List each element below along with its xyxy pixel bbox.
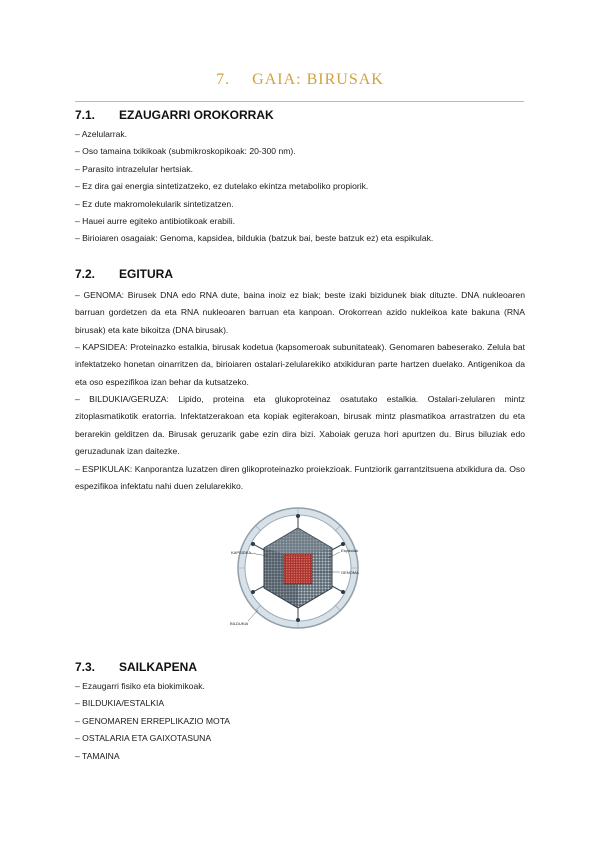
section-title: SAILKAPENA (119, 660, 198, 674)
paragraph-envelope: – BILDUKIA/GERUZA: Lipido, proteina eta glukoproteinaz osatutako estalkia. Ostalari-zelularen mintz zitoplasmatikotik eratorria. Infektatzerakoan eta kopiak egiterakoan, birusak mintz plasmatikoa arrastratzen du eta berarekin gelditzen da. Birusak geruzarik gabe ezin dira bizi. Xaboiak geruza hori apurtzen du. Birus biluziak edo geruzadunak izan daitezke. (75, 394, 525, 457)
list-item: – Ez dute makromolekularik sintetizatzen. (75, 198, 234, 209)
chapter-number: 7. (216, 71, 231, 88)
title-divider (75, 101, 524, 102)
section-title: EGITURA (119, 267, 173, 281)
list-item: – Parasito intrazelular hertsiak. (75, 163, 193, 174)
chapter-title-text: GAIA: BIRUSAK (252, 71, 384, 88)
list-item: – Ezaugarri fisiko eta biokimikoak. (75, 681, 205, 691)
list-item: – BILDUKIA/ESTALKIA (75, 698, 165, 709)
section-number: 7.1. (75, 108, 96, 122)
list-item: – OSTALARIA ETA GAIXOTASUNA (75, 733, 212, 744)
paragraph-genome: – GENOMA: Birusek DNA edo RNA dute, baina inoiz ez biak; beste izaki bizidunek biak dituzte. DNA nukleoaren barruan gordetzen da eta RNA nukleoaren barruan eta kanpoan. Orokorrean azido nukleikoa kate bakuna (RNA birusak) eta kate bikoitza (DNA birusak). (75, 290, 525, 335)
label-genoma: GENOMA (341, 570, 359, 575)
label-bildukia: BILDUKIA (230, 621, 249, 626)
list-item: – TAMAINA (75, 750, 120, 761)
section-heading-classification (75, 660, 197, 674)
classification-list (75, 678, 525, 765)
paragraph-spikes: – ESPIKULAK: Kanporantza luzatzen diren glikoproteinazko proiekzioak. Funtziorik garrantzitsuena atxikidura da. Oso espezifikoa infektatu nahi duen zelularekiko. (75, 464, 525, 492)
list-item: – GENOMAREN ERREPLIKAZIO MOTA (75, 715, 231, 726)
list-item: – Oso tamaina txikikoak (submikroskopikoak: 20-300 nm). (75, 146, 296, 157)
characteristics-list (75, 126, 525, 248)
list-item: – Azelularrak. (75, 129, 128, 139)
chapter-title (0, 71, 600, 89)
section-heading-characteristics (75, 108, 274, 122)
paragraph-capsid: – KAPSIDEA: Proteinazko estalkia, birusak kodetua (kapsomeroak subunitateak). Genomaren babeserako. Zelula bat infektatzeko honetan oinarritzen da, birioiaren ostalari-zelularekiko atxikiduran parte hartzen duelako. Antigenikoa da eta oso espezifikoa izan behar da kutsatzeko. (75, 342, 525, 387)
genome (284, 554, 312, 584)
list-item: – Hauei aurre egiteko antibiotikoak erabili. (75, 215, 236, 226)
virus-structure-diagram (228, 506, 368, 632)
label-espikulak: Espikulak (341, 548, 359, 553)
list-item: – Ez dira gai energia sintetizatzeko, ez dutelako ekintza metaboliko propiorik. (75, 181, 369, 192)
section-number: 7.2. (75, 267, 96, 281)
section-title: EZAUGARRI OROKORRAK (119, 108, 274, 122)
label-kapsidea: KAPSIDEA (231, 550, 252, 555)
section-heading-structure (75, 267, 173, 281)
section-number: 7.3. (75, 660, 96, 674)
list-item: – Birioiaren osagaiak: Genoma, kapsidea, bildukia (batzuk bai, beste batzuk ez) eta espikulak. (75, 233, 434, 244)
